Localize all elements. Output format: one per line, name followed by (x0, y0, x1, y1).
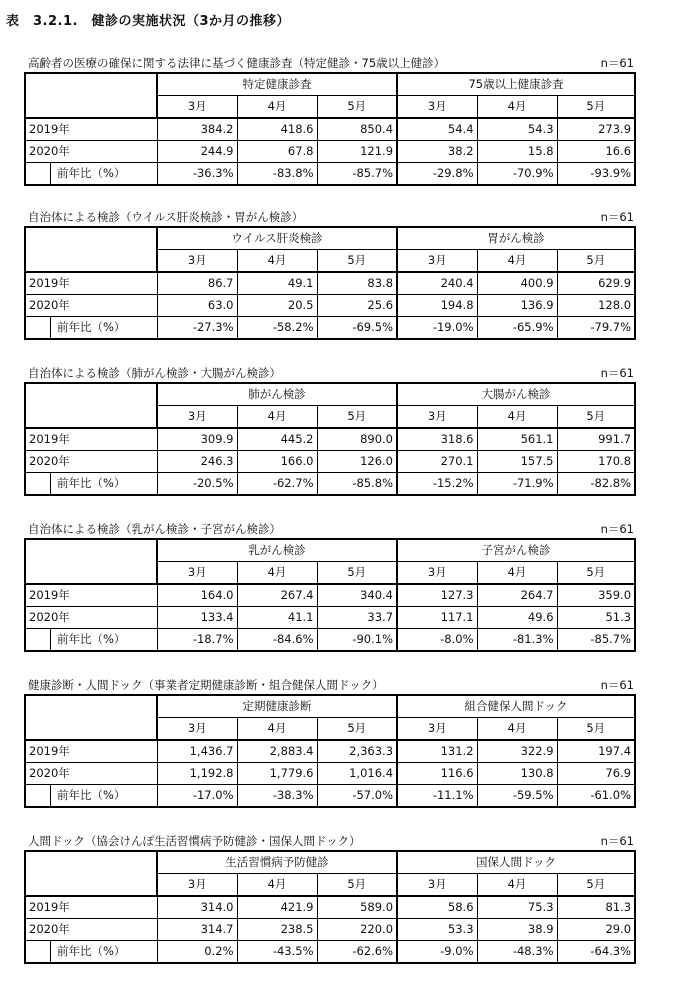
value-cell: -85.7% (557, 629, 635, 652)
row-label: 2020年 (25, 295, 157, 317)
table-section (24, 364, 634, 496)
table-corner (25, 695, 157, 740)
sample-size: n＝61 (600, 210, 634, 224)
row-label: 2019年 (25, 896, 157, 919)
row-2020 (25, 451, 635, 473)
value-cell: 890.0 (317, 428, 397, 451)
row-label-cell (25, 785, 157, 808)
value-cell: -64.3% (557, 941, 635, 964)
month-header: 4月 (237, 874, 317, 897)
month-header: 4月 (477, 874, 557, 897)
row-label: 前年比（%） (50, 317, 125, 338)
row-2020 (25, 141, 635, 163)
month-header: 5月 (317, 718, 397, 741)
value-cell: 194.8 (397, 295, 477, 317)
value-cell: 629.9 (557, 272, 635, 295)
value-cell: 126.0 (317, 451, 397, 473)
month-header: 4月 (237, 250, 317, 273)
month-header: 4月 (237, 718, 317, 741)
value-cell: 157.5 (477, 451, 557, 473)
value-cell: 220.0 (317, 919, 397, 941)
month-header: 5月 (317, 406, 397, 429)
section-title: 自治体による検診（肺がん検診・大腸がん検診） (28, 366, 281, 380)
value-cell: -62.7% (237, 473, 317, 496)
value-cell: -58.2% (237, 317, 317, 340)
value-cell: 130.8 (477, 763, 557, 785)
value-cell: 270.1 (397, 451, 477, 473)
value-cell: -69.5% (317, 317, 397, 340)
value-cell: 38.2 (397, 141, 477, 163)
value-cell: 318.6 (397, 428, 477, 451)
value-cell: 1,192.8 (157, 763, 237, 785)
month-header: 4月 (237, 96, 317, 119)
month-header: 4月 (477, 250, 557, 273)
value-cell: -61.0% (557, 785, 635, 808)
value-cell: 117.1 (397, 607, 477, 629)
row-ratio (25, 163, 635, 186)
value-cell: -18.7% (157, 629, 237, 652)
value-cell: 445.2 (237, 428, 317, 451)
value-cell: 54.3 (477, 118, 557, 141)
data-table (24, 382, 636, 496)
data-table (24, 850, 636, 964)
row-label-cell (25, 317, 157, 340)
row-label: 2020年 (25, 141, 157, 163)
value-cell: -38.3% (237, 785, 317, 808)
month-header: 5月 (317, 874, 397, 897)
value-cell: 309.9 (157, 428, 237, 451)
value-cell: 121.9 (317, 141, 397, 163)
value-cell: -85.8% (317, 473, 397, 496)
value-cell: 418.6 (237, 118, 317, 141)
row-2019 (25, 272, 635, 295)
table-section (24, 208, 634, 340)
value-cell: 131.2 (397, 740, 477, 763)
value-cell: -90.1% (317, 629, 397, 652)
value-cell: 197.4 (557, 740, 635, 763)
row-2019 (25, 896, 635, 919)
table-section (24, 54, 634, 186)
section-header (24, 364, 634, 382)
month-header: 3月 (157, 874, 237, 897)
value-cell: -15.2% (397, 473, 477, 496)
month-header: 4月 (477, 562, 557, 585)
category-header: 胃がん検診 (397, 227, 635, 250)
value-cell: 2,883.4 (237, 740, 317, 763)
value-cell: -8.0% (397, 629, 477, 652)
row-label: 2020年 (25, 607, 157, 629)
value-cell: 20.5 (237, 295, 317, 317)
row-label: 2019年 (25, 118, 157, 141)
value-cell: 58.6 (397, 896, 477, 919)
value-cell: -81.3% (477, 629, 557, 652)
value-cell: 133.4 (157, 607, 237, 629)
sample-size: n＝61 (600, 834, 634, 848)
value-cell: 400.9 (477, 272, 557, 295)
value-cell: 15.8 (477, 141, 557, 163)
data-table (24, 694, 636, 808)
value-cell: 359.0 (557, 584, 635, 607)
section-title: 健康診断・人間ドック（事業者定期健康診断・組合健保人間ドック） (28, 678, 384, 692)
value-cell: 589.0 (317, 896, 397, 919)
value-cell: 41.1 (237, 607, 317, 629)
value-cell: -59.5% (477, 785, 557, 808)
value-cell: 384.2 (157, 118, 237, 141)
value-cell: 53.3 (397, 919, 477, 941)
value-cell: 267.4 (237, 584, 317, 607)
value-cell: -11.1% (397, 785, 477, 808)
data-table (24, 226, 636, 340)
row-label: 前年比（%） (50, 163, 125, 184)
value-cell: -36.3% (157, 163, 237, 186)
row-label: 2019年 (25, 584, 157, 607)
row-2019 (25, 118, 635, 141)
value-cell: 128.0 (557, 295, 635, 317)
value-cell: 67.8 (237, 141, 317, 163)
value-cell: 1,779.6 (237, 763, 317, 785)
month-header: 5月 (317, 96, 397, 119)
row-ratio (25, 785, 635, 808)
category-header: 肺がん検診 (157, 383, 397, 406)
value-cell: 75.3 (477, 896, 557, 919)
category-header: 特定健康診査 (157, 73, 397, 96)
value-cell: 244.9 (157, 141, 237, 163)
sample-size: n＝61 (600, 522, 634, 536)
data-table (24, 538, 636, 652)
table-section (24, 520, 634, 652)
section-title: 自治体による検診（乳がん検診・子宮がん検診） (28, 522, 281, 536)
sample-size: n＝61 (600, 678, 634, 692)
value-cell: 33.7 (317, 607, 397, 629)
month-header: 5月 (557, 718, 635, 741)
value-cell: 322.9 (477, 740, 557, 763)
value-cell: 116.6 (397, 763, 477, 785)
value-cell: 16.6 (557, 141, 635, 163)
section-header (24, 832, 634, 850)
row-2020 (25, 295, 635, 317)
month-header: 5月 (557, 406, 635, 429)
row-ratio (25, 473, 635, 496)
row-label: 前年比（%） (50, 629, 125, 650)
row-label: 前年比（%） (50, 785, 125, 806)
value-cell: -57.0% (317, 785, 397, 808)
row-label: 前年比（%） (50, 473, 125, 494)
value-cell: 38.9 (477, 919, 557, 941)
value-cell: -19.0% (397, 317, 477, 340)
category-header: ウイルス肝炎検診 (157, 227, 397, 250)
value-cell: 164.0 (157, 584, 237, 607)
month-header: 4月 (477, 406, 557, 429)
category-header: 生活習慣病予防健診 (157, 851, 397, 874)
value-cell: 29.0 (557, 919, 635, 941)
row-2020 (25, 607, 635, 629)
value-cell: 49.6 (477, 607, 557, 629)
value-cell: 314.7 (157, 919, 237, 941)
month-header: 4月 (237, 406, 317, 429)
row-label-cell (25, 629, 157, 652)
value-cell: -62.6% (317, 941, 397, 964)
row-2019 (25, 584, 635, 607)
value-cell: 246.3 (157, 451, 237, 473)
month-header: 3月 (397, 250, 477, 273)
data-table (24, 72, 636, 186)
value-cell: -48.3% (477, 941, 557, 964)
value-cell: 136.9 (477, 295, 557, 317)
value-cell: 0.2% (157, 941, 237, 964)
row-label: 2019年 (25, 740, 157, 763)
row-2019 (25, 740, 635, 763)
value-cell: 63.0 (157, 295, 237, 317)
month-header: 5月 (557, 250, 635, 273)
row-label: 2020年 (25, 763, 157, 785)
month-header: 3月 (397, 718, 477, 741)
row-ratio (25, 629, 635, 652)
value-cell: 51.3 (557, 607, 635, 629)
month-header: 5月 (557, 562, 635, 585)
value-cell: 2,363.3 (317, 740, 397, 763)
section-header (24, 208, 634, 226)
month-header: 4月 (477, 718, 557, 741)
category-header: 75歳以上健康診査 (397, 73, 635, 96)
value-cell: 127.3 (397, 584, 477, 607)
value-cell: -43.5% (237, 941, 317, 964)
row-label: 2020年 (25, 451, 157, 473)
value-cell: 86.7 (157, 272, 237, 295)
section-header (24, 54, 634, 72)
row-2020 (25, 763, 635, 785)
value-cell: 170.8 (557, 451, 635, 473)
value-cell: -70.9% (477, 163, 557, 186)
row-label: 2019年 (25, 428, 157, 451)
month-header: 4月 (477, 96, 557, 119)
value-cell: 264.7 (477, 584, 557, 607)
row-2020 (25, 919, 635, 941)
month-header: 5月 (317, 250, 397, 273)
section-header (24, 676, 634, 694)
month-header: 3月 (397, 874, 477, 897)
row-label-cell (25, 941, 157, 964)
category-header: 大腸がん検診 (397, 383, 635, 406)
month-header: 5月 (557, 96, 635, 119)
value-cell: 238.5 (237, 919, 317, 941)
category-header: 乳がん検診 (157, 539, 397, 562)
table-section (24, 832, 634, 964)
row-label-cell (25, 473, 157, 496)
month-header: 4月 (237, 562, 317, 585)
value-cell: -65.9% (477, 317, 557, 340)
value-cell: 49.1 (237, 272, 317, 295)
value-cell: 166.0 (237, 451, 317, 473)
value-cell: 1,436.7 (157, 740, 237, 763)
month-header: 3月 (157, 250, 237, 273)
value-cell: -9.0% (397, 941, 477, 964)
value-cell: -71.9% (477, 473, 557, 496)
table-corner (25, 539, 157, 584)
month-header: 3月 (157, 406, 237, 429)
value-cell: 25.6 (317, 295, 397, 317)
row-ratio (25, 941, 635, 964)
value-cell: 314.0 (157, 896, 237, 919)
value-cell: 340.4 (317, 584, 397, 607)
value-cell: 76.9 (557, 763, 635, 785)
value-cell: 240.4 (397, 272, 477, 295)
value-cell: -85.7% (317, 163, 397, 186)
value-cell: 991.7 (557, 428, 635, 451)
month-header: 3月 (397, 562, 477, 585)
table-corner (25, 383, 157, 428)
section-title: 自治体による検診（ウイルス肝炎検診・胃がん検診） (28, 210, 304, 224)
month-header: 3月 (157, 96, 237, 119)
value-cell: -29.8% (397, 163, 477, 186)
row-label-cell (25, 163, 157, 186)
category-header: 子宮がん検診 (397, 539, 635, 562)
value-cell: -82.8% (557, 473, 635, 496)
section-title: 人間ドック（協会けんぽ生活習慣病予防健診・国保人間ドック） (28, 834, 361, 848)
month-header: 3月 (157, 718, 237, 741)
table-corner (25, 227, 157, 272)
value-cell: 1,016.4 (317, 763, 397, 785)
value-cell: 561.1 (477, 428, 557, 451)
row-label: 2019年 (25, 272, 157, 295)
row-label: 2020年 (25, 919, 157, 941)
category-header: 定期健康診断 (157, 695, 397, 718)
value-cell: -83.8% (237, 163, 317, 186)
month-header: 5月 (557, 874, 635, 897)
sample-size: n＝61 (600, 366, 634, 380)
value-cell: -27.3% (157, 317, 237, 340)
section-header (24, 520, 634, 538)
value-cell: -84.6% (237, 629, 317, 652)
category-header: 国保人間ドック (397, 851, 635, 874)
sample-size: n＝61 (600, 56, 634, 70)
category-header: 組合健保人間ドック (397, 695, 635, 718)
table-section (24, 676, 634, 808)
value-cell: 421.9 (237, 896, 317, 919)
row-2019 (25, 428, 635, 451)
value-cell: -93.9% (557, 163, 635, 186)
month-header: 5月 (317, 562, 397, 585)
value-cell: 81.3 (557, 896, 635, 919)
table-corner (25, 851, 157, 896)
page-title: 表 3.2.1. 健診の実施状況（3か月の推移） (6, 14, 290, 29)
row-label: 前年比（%） (50, 941, 125, 962)
row-ratio (25, 317, 635, 340)
value-cell: 54.4 (397, 118, 477, 141)
month-header: 3月 (397, 406, 477, 429)
value-cell: 850.4 (317, 118, 397, 141)
value-cell: -17.0% (157, 785, 237, 808)
value-cell: 83.8 (317, 272, 397, 295)
month-header: 3月 (157, 562, 237, 585)
value-cell: -79.7% (557, 317, 635, 340)
table-corner (25, 73, 157, 118)
value-cell: -20.5% (157, 473, 237, 496)
section-title: 高齢者の医療の確保に関する法律に基づく健康診査（特定健診・75歳以上健診） (28, 56, 446, 70)
value-cell: 273.9 (557, 118, 635, 141)
month-header: 3月 (397, 96, 477, 119)
